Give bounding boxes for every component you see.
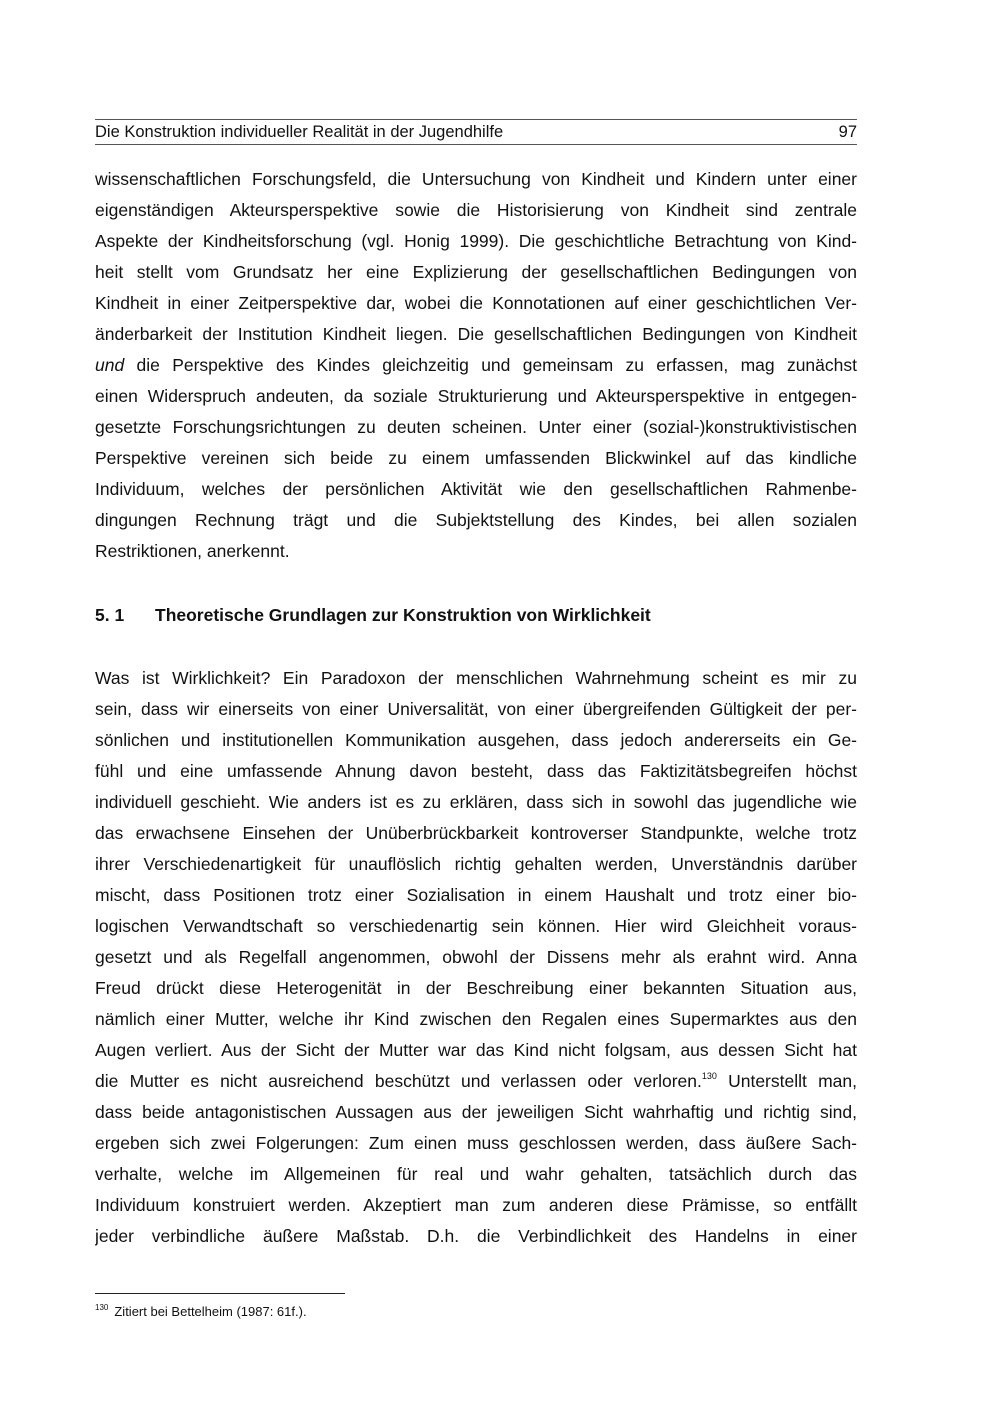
text-line: wissenschaftlichen Forschungsfeld, die Untersuchung von Kindheit und Kindern unter einer xyxy=(95,169,857,189)
text-line: dass beide antagonistischen Aussagen aus der jeweiligen Sicht wahrhaftig und richtig sind, xyxy=(95,1102,857,1122)
section-title: Theoretische Grundlagen zur Konstruktion von Wirklichkeit xyxy=(155,605,651,625)
text-line: verhalte, welche im Allgemeinen für real und wahr gehalten, tatsächlich durch das xyxy=(95,1164,857,1184)
text-line: individuell geschieht. Wie anders ist es zu erklären, dass sich in sowohl das jugendliche wie xyxy=(95,792,857,812)
text-line xyxy=(95,350,857,381)
text-line: Augen verliert. Aus der Sicht der Mutter war das Kind nicht folgsam, aus dessen Sicht hat xyxy=(95,1040,857,1060)
paragraph-2 xyxy=(95,663,857,1252)
paragraph-1 xyxy=(95,164,857,567)
text-line: sein, dass wir einerseits von einer Universalität, von einer übergreifenden Gültigkeit der per- xyxy=(95,699,857,719)
header-title: Die Konstruktion individueller Realität in der Jugendhilfe xyxy=(95,123,504,141)
section-heading xyxy=(95,600,857,631)
text-line: Individuum konstruiert werden. Akzeptiert man zum anderen diese Prämisse, so entfällt xyxy=(95,1195,857,1215)
footnote-number: 130 xyxy=(95,1303,109,1312)
text-line: jeder verbindliche äußere Maßstab. D.h. die Verbindlichkeit des Handelns in einer xyxy=(95,1226,857,1246)
text-run: die Perspektive des Kindes gleichzeitig und gemeinsam zu erfassen, mag zunächst xyxy=(124,355,857,375)
text-line: Kindheit in einer Zeitperspektive dar, wobei die Konnotationen auf einer geschichtlichen Ver- xyxy=(95,293,857,313)
emphasis-und: und xyxy=(95,355,125,375)
text-line: heit stellt vom Grundsatz her eine Explizierung der gesellschaftlichen Bedingungen von xyxy=(95,262,857,282)
text-line: ihrer Verschiedenartigkeit für unauflöslich richtig gehalten werden, Unverständnis darüber xyxy=(95,854,857,874)
page-number: 97 xyxy=(838,123,857,141)
footnote-text: Zitiert bei Bettelheim (1987: 61f.). xyxy=(114,1304,307,1319)
text-line: Aspekte der Kindheitsforschung (vgl. Honig 1999). Die geschichtliche Betrachtung von Kind- xyxy=(95,231,857,251)
text-line: Freud drückt diese Heterogenität in der Beschreibung einer bekannten Situation aus, xyxy=(95,978,857,998)
text-line: änderbarkeit der Institution Kindheit liegen. Die gesellschaftlichen Bedingungen von Kindheit xyxy=(95,324,857,344)
text-run: die Mutter es nicht ausreichend beschützt und verlassen oder verloren. xyxy=(95,1071,702,1091)
text-line: nämlich einer Mutter, welche ihr Kind zwischen den Regalen eines Supermarktes aus den xyxy=(95,1009,857,1029)
text-line: logischen Verwandtschaft so verschiedenartig sein können. Hier wird Gleichheit voraus- xyxy=(95,916,857,936)
text-line: ergeben sich zwei Folgerungen: Zum einen muss geschlossen werden, dass äußere Sach- xyxy=(95,1133,857,1153)
text-line: fühl und eine umfassende Ahnung davon besteht, dass das Faktizitätsbegreifen höchst xyxy=(95,761,857,781)
text-line: das erwachsene Einsehen der Unüberbrückbarkeit kontroverser Standpunkte, welche trotz xyxy=(95,823,857,843)
text-line: Perspektive vereinen sich beide zu einem umfassenden Blickwinkel auf das kindliche xyxy=(95,448,857,468)
section-number: 5. 1 xyxy=(95,605,125,625)
text-line: dingungen Rechnung trägt und die Subjektstellung des Kindes, bei allen sozialen xyxy=(95,510,857,530)
text-line: gesetzt und als Regelfall angenommen, obwohl der Dissens mehr als erahnt wird. Anna xyxy=(95,947,857,967)
footnote-divider xyxy=(95,1293,345,1294)
running-header xyxy=(95,119,857,145)
text-line: einen Widerspruch andeuten, da soziale Strukturierung und Akteursperspektive in entgegen- xyxy=(95,386,857,406)
text-line xyxy=(95,1066,857,1097)
text-line: eigenständigen Akteursperspektive sowie die Historisierung von Kindheit sind zentrale xyxy=(95,200,857,220)
text-line: Restriktionen, anerkennt. xyxy=(95,541,290,561)
footnote xyxy=(95,1302,857,1322)
text-line: gesetzte Forschungsrichtungen zu deuten scheinen. Unter einer (sozial-)konstruktivistischen xyxy=(95,417,857,437)
text-line: Individuum, welches der persönlichen Aktivität wie den gesellschaftlichen Rahmenbe- xyxy=(95,479,857,499)
text-line: sönlichen und institutionellen Kommunikation ausgehen, dass jedoch andererseits ein Ge- xyxy=(95,730,857,750)
footnote-reference[interactable]: 130 xyxy=(701,1071,717,1081)
text-run: Unterstellt man, xyxy=(716,1071,857,1091)
text-line: mischt, dass Positionen trotz einer Sozialisation in einem Haushalt und trotz einer bio- xyxy=(95,885,857,905)
text-line: Was ist Wirklichkeit? Ein Paradoxon der menschlichen Wahrnehmung scheint es mir zu xyxy=(95,668,857,688)
